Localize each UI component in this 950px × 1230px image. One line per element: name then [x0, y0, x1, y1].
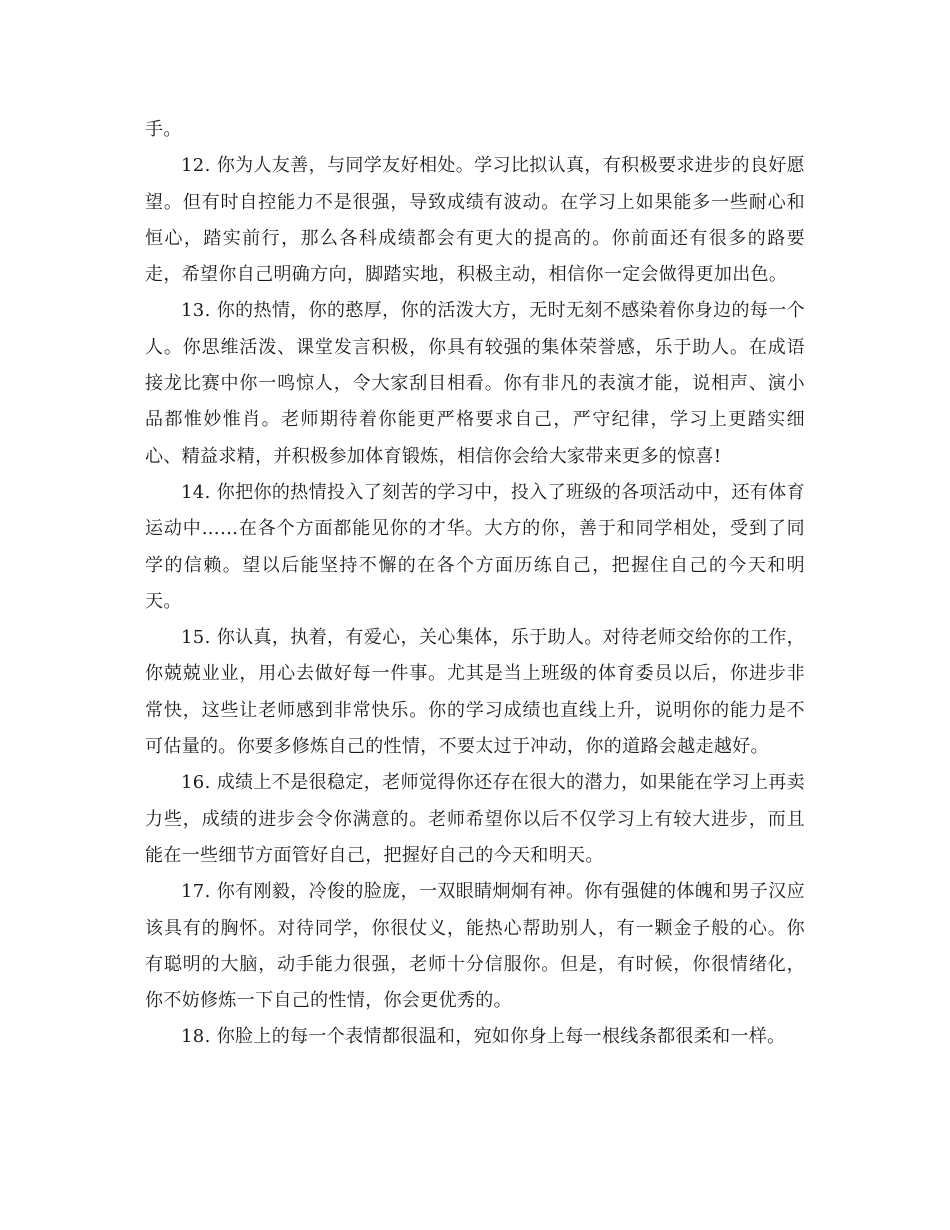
comment-paragraph-15 [145, 620, 805, 765]
paragraph-number: 18. [181, 1026, 211, 1048]
paragraph-number: 16. [181, 772, 211, 794]
paragraph-text: 你为人友善，与同学友好相处。学习比拟认真，有积极要求进步的良好愿望。但有时自控能力不是很强，导致成绩有波动。在学习上如果能多一些耐心和恒心，踏实前行，那么各科成绩都会有更大的提高的。你前面还有很多的路要走，希望你自己明确方向，脚踏实地，积极主动，相信你一定会做得更加出色。 [145, 155, 805, 286]
paragraph-number: 14. [181, 481, 211, 503]
comment-paragraph-12 [145, 148, 805, 293]
paragraph-number: 17. [181, 881, 211, 903]
paragraph-text: 你把你的热情投入了刻苦的学习中，投入了班级的各项活动中，还有体育运动中……在各个方面都能见你的才华。大方的你，善于和同学相处，受到了同学的信赖。望以后能坚持不懈的在各个方面历练自己，把握住自己的今天和明天。 [145, 481, 805, 612]
paragraph-text: 你的热情，你的憨厚，你的活泼大方，无时无刻不感染着你身边的每一个人。你思维活泼、课堂发言积极，你具有较强的集体荣誉感，乐于助人。在成语接龙比赛中你一鸣惊人，令大家刮目相看。你有非凡的表演才能，说相声、演小品都惟妙惟肖。老师期待着你能更严格要求自己，严守纪律，学习上更踏实细心、精益求精，并积极参加体育锻炼，相信你会给大家带来更多的惊喜! [145, 300, 805, 467]
paragraph-number: 12. [181, 155, 211, 177]
comment-paragraph-18 [145, 1019, 805, 1055]
paragraph-text: 你有刚毅，冷俊的脸庞，一双眼睛炯炯有神。你有强健的体魄和男子汉应该具有的胸怀。对待同学，你很仗义，能热心帮助别人，有一颗金子般的心。你有聪明的大脑，动手能力很强，老师十分信服你。但是，有时候，你很情绪化，你不妨修炼一下自己的性情，你会更优秀的。 [145, 881, 805, 1012]
lead-fragment: 手。 [145, 119, 182, 140]
paragraph-text: 成绩上不是很稳定，老师觉得你还存在很大的潜力，如果能在学习上再卖力些，成绩的进步会令你满意的。老师希望你以后不仅学习上有较大进步，而且能在一些细节方面管好自己，把握好自己的今天和明天。 [145, 772, 805, 866]
comment-paragraph-13 [145, 293, 805, 474]
comment-paragraph-14 [145, 475, 805, 620]
document-page [145, 112, 805, 1056]
comment-paragraph-17 [145, 874, 805, 1019]
paragraph-number: 13. [181, 300, 211, 322]
comment-paragraph-16 [145, 765, 805, 874]
paragraph-text: 你认真，执着，有爱心，关心集体，乐于助人。对待老师交给你的工作，你兢兢业业，用心去做好每一件事。尤其是当上班级的体育委员以后，你进步非常快，这些让老师感到非常快乐。你的学习成绩也直线上升，说明你的能力是不可估量的。你要多修炼自己的性情，不要太过于冲动，你的道路会越走越好。 [145, 627, 805, 758]
paragraph-text: 你脸上的每一个表情都很温和，宛如你身上每一根线条都很柔和一样。 [216, 1026, 786, 1048]
paragraph-number: 15. [181, 627, 211, 649]
